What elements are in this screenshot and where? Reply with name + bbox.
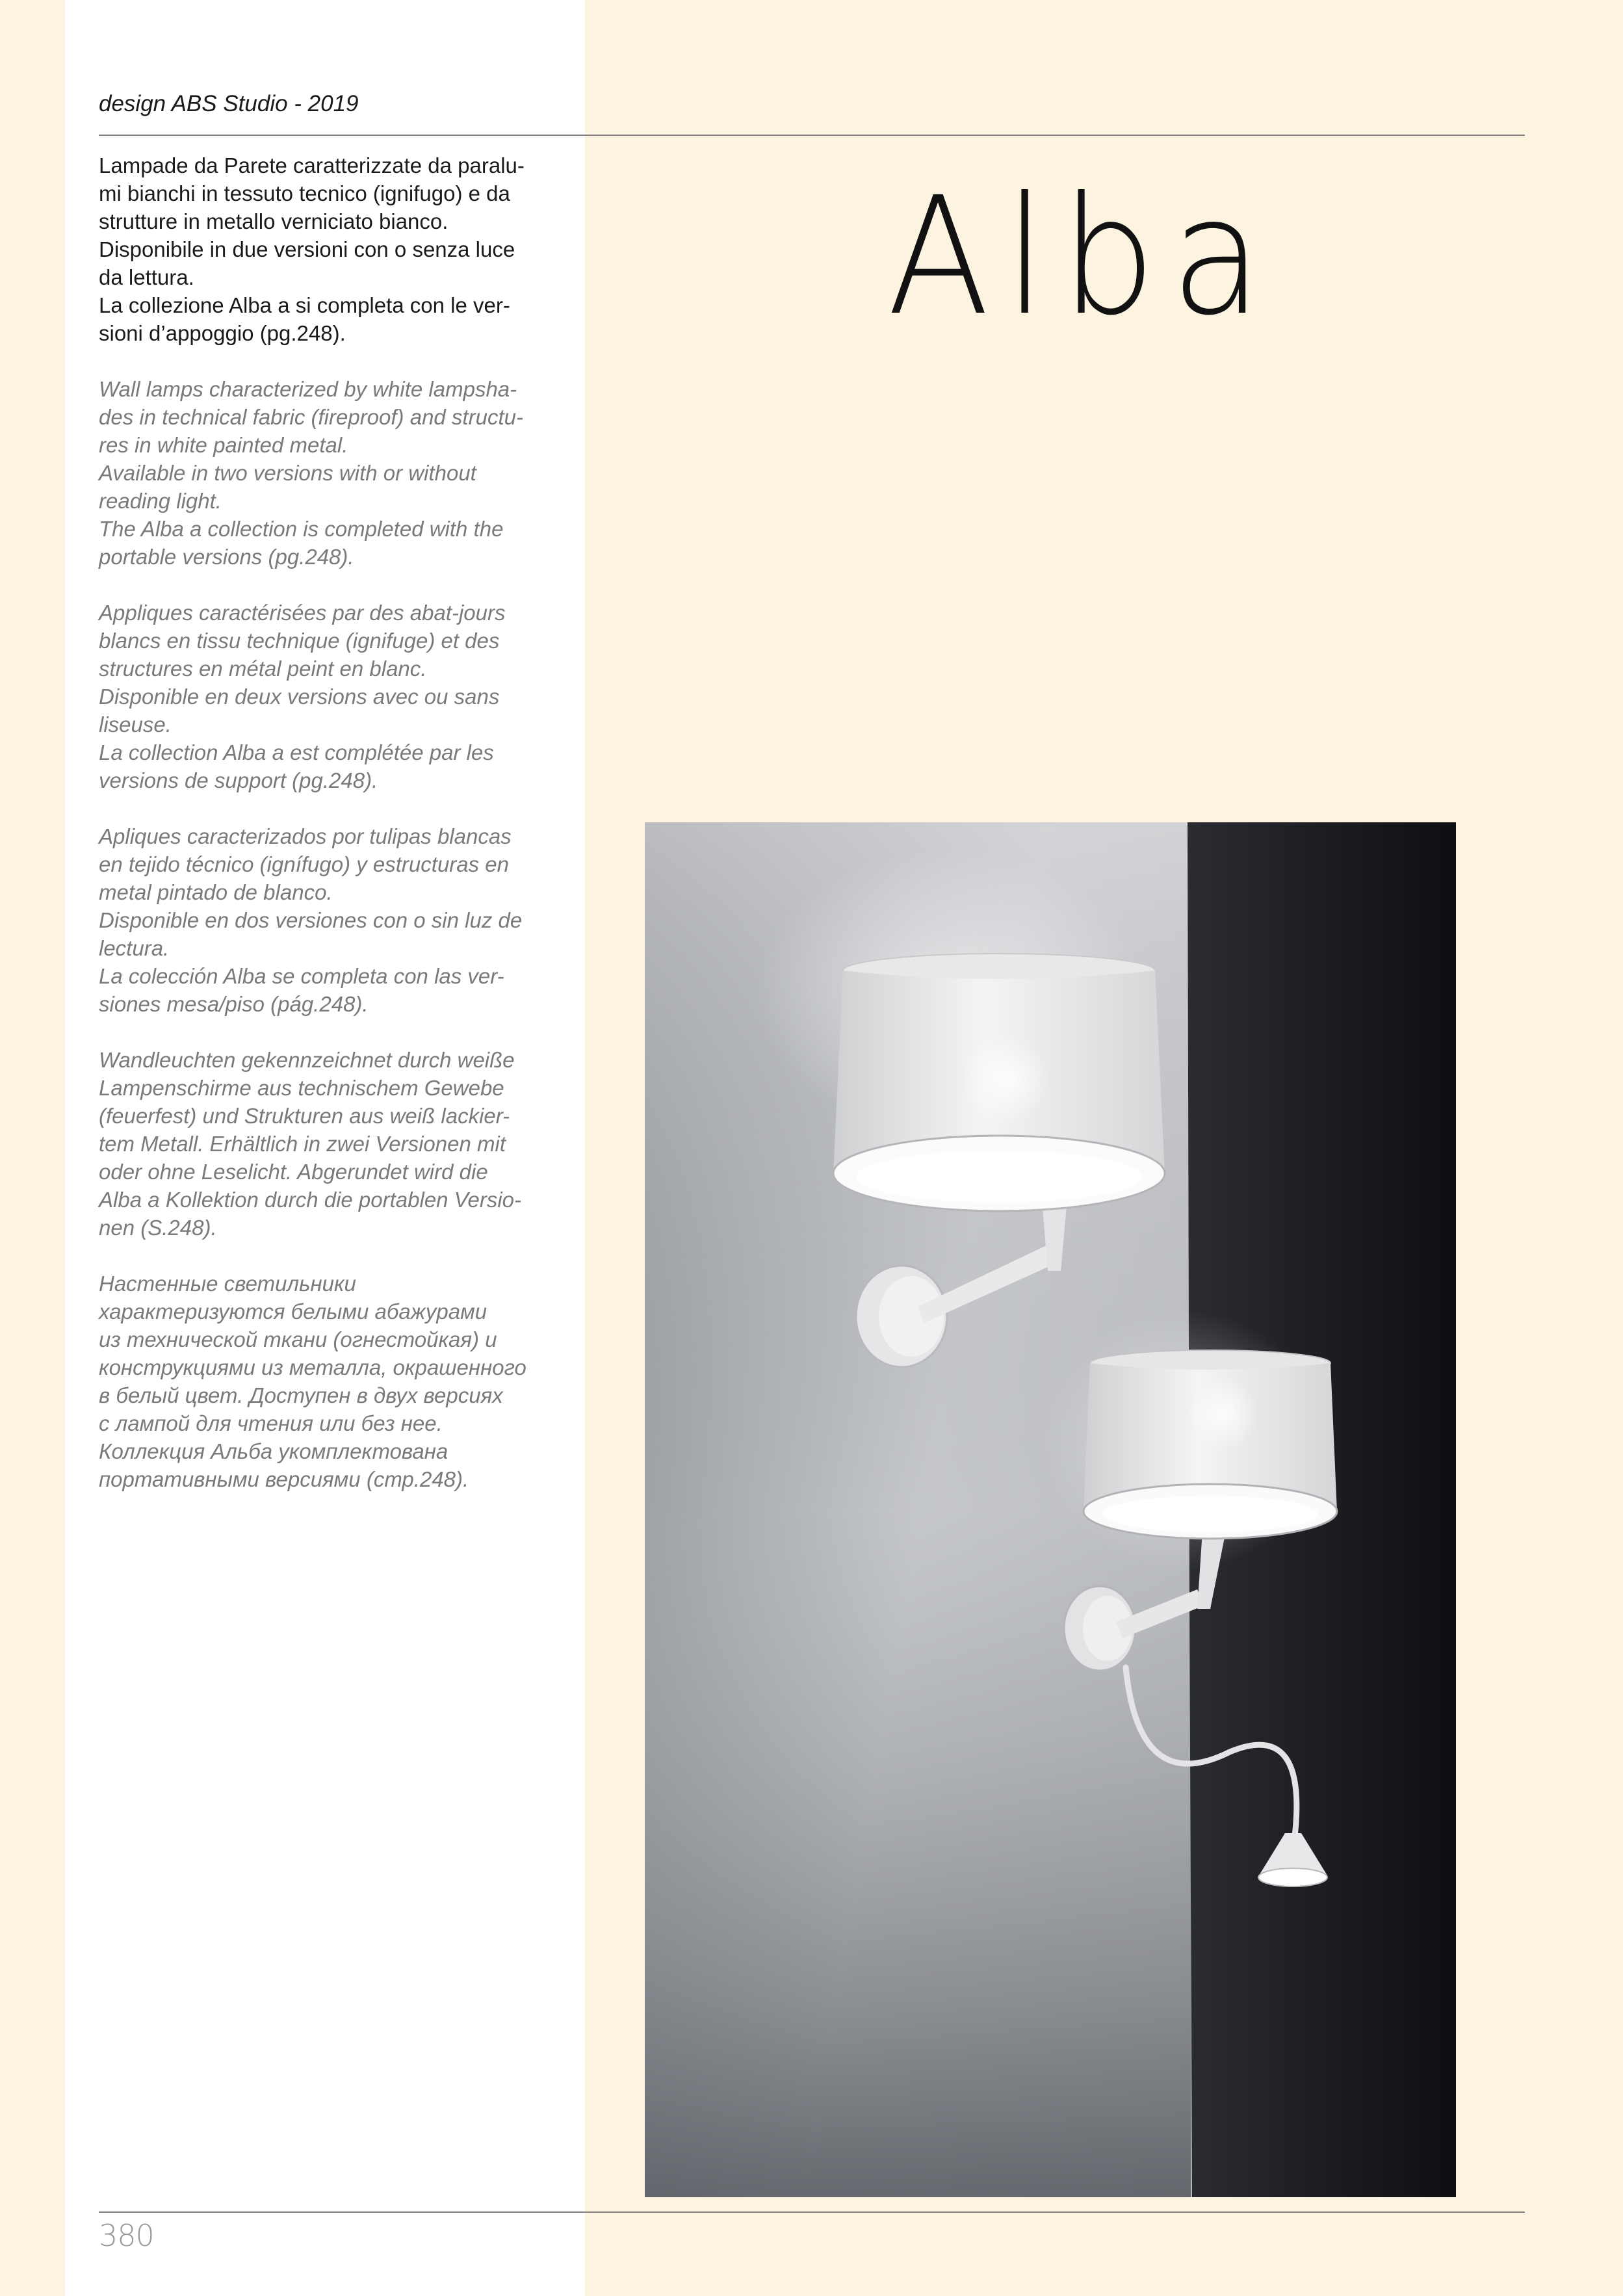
- description-english: Wall lamps characterized by white lampsha- des in technical fabric (fireproof) and structu- res in white painted metal. Available in two versions with or without reading light. The Alba a collection is completed with the portable versions (pg.248).: [99, 377, 523, 569]
- description-spanish: Apliques caracterizados por tulipas blancas en tejido técnico (ignífugo) y estructuras en metal pintado de blanco. Disponible en dos versiones con o sin luz de lectura. La colección Alba se completa con las ver- siones mesa/piso (pág.248).: [99, 824, 523, 1016]
- description-russian: Настенные светильники характеризуются белыми абажурами из технической ткани (огнестойкая) и конструкциями из металла, окрашенного в белый цвет. Доступен в двух версиях с лампой для чтения или без нее. Коллекция Альба укомплектована портативными версиями (стр.248).: [99, 1272, 526, 1491]
- bottom-divider: [99, 2211, 1525, 2213]
- description-french: Appliques caractérisées par des abat-jours blancs en tissu technique (ignifuge) et des structures en métal peint en blanc. Disponible en deux versions avec ou sans liseuse. La collection Alba a est complétée par les versions de support (pg.248).: [99, 601, 506, 792]
- product-photo: [645, 822, 1456, 2197]
- page-number: 380: [99, 2218, 154, 2253]
- designer-credit: design ABS Studio - 2019: [99, 91, 359, 116]
- description-italian: Lampade da Parete caratterizzate da paralu- mi bianchi in tessuto tecnico (ignifugo) e da strutture in metallo verniciato bianco. Disponibile in due versioni con o senza luce da lettura. La collezione Alba a si completa con le ver- sioni d’appoggio (pg.248).: [99, 153, 525, 345]
- description-column: [99, 151, 560, 1521]
- top-divider: [99, 135, 1525, 136]
- product-title: Alba: [887, 162, 1278, 351]
- description-german: Wandleuchten gekennzeichnet durch weiße Lampenschirme aus technischem Gewebe (feuerfest) und Strukturen aus weiß lackier- tem Metall. Erhältlich in zwei Versionen mit oder ohne Leselicht. Abgerundet wird die Alba a Kollektion durch die portablen Versio- nen (S.248).: [99, 1048, 521, 1240]
